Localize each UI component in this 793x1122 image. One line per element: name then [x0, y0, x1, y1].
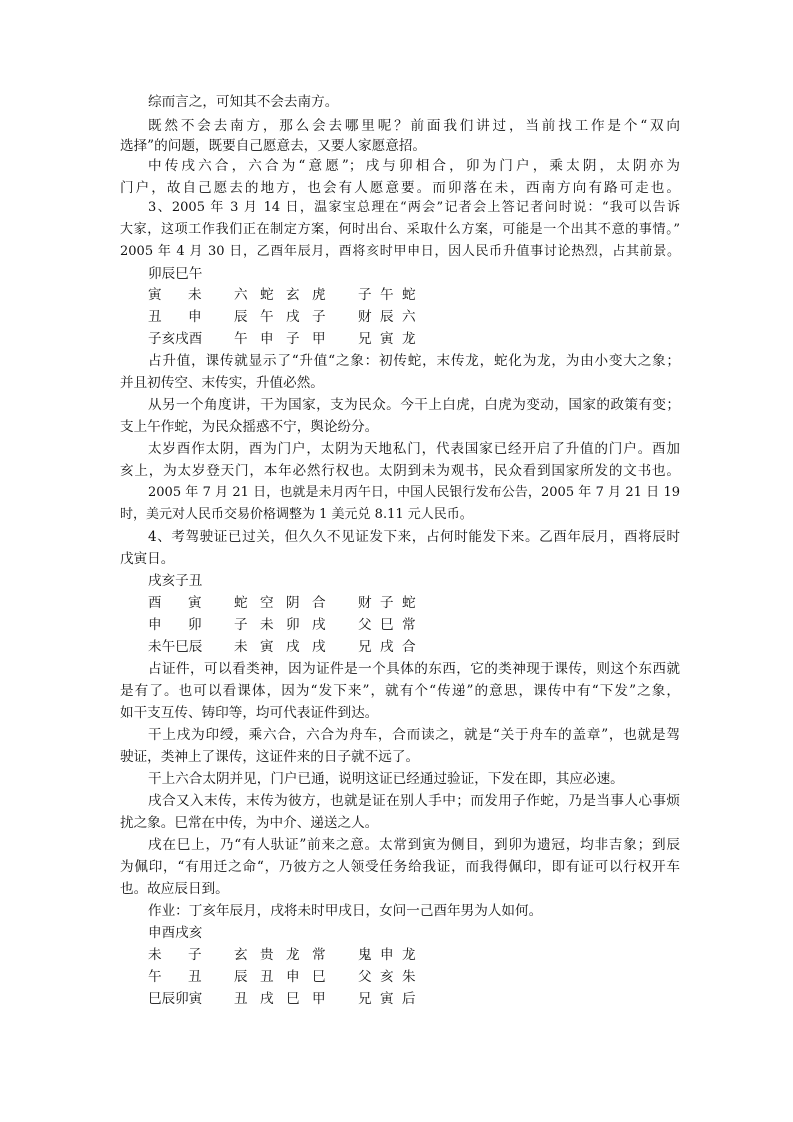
text-line: 并且初传空、末传实，升值必然。	[120, 375, 324, 391]
table-cell: 财	[358, 309, 372, 325]
table-cell: 寅	[380, 991, 394, 1007]
text-line: 太岁酉作太阴，酉为门户，太阴为天地私门，代表国家已经开启了升值的门户。酉加	[148, 441, 680, 457]
table-cell: 蛇	[402, 595, 416, 611]
table-cell: 未	[188, 287, 202, 303]
text-line: 扰之象。巳常在中传，为中介、递送之人。	[120, 815, 379, 831]
table-cell: 午	[234, 331, 248, 347]
text-line: 作业：丁亥年辰月，戌将未时甲戌日，女问一己酉年男为人如何。	[148, 903, 543, 919]
text-line: 驶证，类神上了课传，这证件来的日子就不远了。	[120, 749, 420, 765]
table-cell: 六	[402, 309, 416, 325]
table-cell: 玄	[286, 287, 300, 303]
table-cell: 父	[358, 617, 372, 633]
table-cell: 寅	[148, 287, 162, 303]
table-row	[148, 944, 448, 966]
table-cell: 鬼	[358, 947, 372, 963]
table-row	[148, 988, 448, 1010]
table-cell: 后	[402, 991, 416, 1007]
table-cell: 巳辰卯寅	[148, 991, 203, 1007]
text-line: 干上六合太阴并见，门户已通，说明这证已经通过验证，下发在即，其应必速。	[148, 771, 624, 787]
table-cell: 申	[286, 969, 300, 985]
table-cell: 巳	[312, 969, 326, 985]
table-cell: 丑	[148, 309, 162, 325]
text-line: 也。故应辰日到。	[120, 881, 229, 897]
text-line: 如干支互传、铸印等，均可代表证件到达。	[120, 705, 379, 721]
text-line: 时，美元对人民币交易价格调整为 1 美元兑 8.11 元人民币。	[120, 507, 473, 522]
table-cell: 未	[148, 947, 162, 963]
table-cell: 常	[312, 947, 326, 963]
text-line: 中传戌六合，六合为“意愿”；戌与卯相合，卯为门户，乘太阴，太阴亦为	[148, 158, 680, 174]
table-cell: 酉	[148, 595, 162, 611]
table-cell: 巳	[286, 991, 300, 1007]
table-cell: 丑	[188, 969, 202, 985]
table-cell: 兄	[358, 639, 372, 655]
table-cell: 辰	[380, 309, 394, 325]
table-cell: 空	[260, 595, 274, 611]
table-cell: 寅	[188, 595, 202, 611]
text-line: 从另一个角度讲，干为国家，支为民众。今干上白虎，白虎为变动，国家的政策有变；	[148, 397, 680, 413]
table-cell: 子亥戌酉	[148, 331, 203, 347]
text-line: 门户，故自己愿去的地方，也会有人愿意要。而卯落在未，西南方向有路可走也。	[120, 180, 680, 196]
table-cell: 午	[260, 309, 274, 325]
text-line: 卯辰巳午	[148, 266, 203, 282]
table-row	[148, 614, 448, 636]
table-cell: 龙	[286, 947, 300, 963]
text-line: 大家，这项工作我们正在制定方案，何时出台、采取什么方案，可能是一个出其不意的事情。”	[120, 222, 680, 237]
table-cell: 子	[286, 331, 300, 347]
table-cell: 辰	[234, 969, 248, 985]
text-line: 支上午作蛇，为民众摇惑不宁，舆论纷分。	[120, 419, 379, 435]
text-line: 戌合又入末传，末传为彼方，也就是证在别人手中；而发用子作蛇，乃是当事人心事烦	[148, 793, 680, 809]
table-cell: 戌	[260, 991, 274, 1007]
text-line: 2005 年 7 月 21 日，也就是未月丙午日，中国人民银行发布公告，2005 年 7 月 21 日 19	[148, 485, 680, 500]
table-cell: 巳	[380, 617, 394, 633]
table-cell: 辰	[234, 309, 248, 325]
table-row	[148, 636, 448, 658]
text-line: 申酉戌亥	[148, 925, 203, 941]
table-cell: 合	[402, 639, 416, 655]
table-cell: 朱	[402, 969, 416, 985]
table-cell: 玄	[234, 947, 248, 963]
table-cell: 戌	[312, 639, 326, 655]
table-cell: 丑	[234, 991, 248, 1007]
table-cell: 卯	[188, 617, 202, 633]
table-cell: 未午巳辰	[148, 639, 203, 655]
table-cell: 申	[148, 617, 162, 633]
table-cell: 戌	[286, 639, 300, 655]
text-line: 干上戌为印绶，乘六合，六合为舟车，合而读之，就是“关于舟车的盖章”，也就是驾	[148, 727, 680, 743]
table-row	[148, 328, 448, 350]
table-cell: 龙	[402, 947, 416, 963]
table-row	[148, 306, 448, 328]
table-cell: 申	[260, 331, 274, 347]
table-cell: 申	[380, 947, 394, 963]
text-line: 占升值，课传就显示了“升值“之象：初传蛇，末传龙，蛇化为龙，为由小变大之象；	[148, 353, 680, 369]
table-cell: 子	[234, 617, 248, 633]
table-cell: 丑	[260, 969, 274, 985]
text-line: 4、考驾驶证已过关，但久久不见证发下来，占何时能发下来。乙酉年辰月，酉将辰时	[148, 529, 680, 545]
table-cell: 兄	[358, 991, 372, 1007]
divination-table-2	[148, 592, 448, 658]
text-line: 戌在巳上，乃“有人驮证”前来之意。太常到寅为侧目，到卯为遗冠，均非吉象；到辰	[148, 837, 680, 853]
table-cell: 虎	[312, 287, 326, 303]
text-line: 综而言之，可知其不会去南方。	[148, 94, 339, 110]
table-cell: 财	[358, 595, 372, 611]
table-cell: 子	[380, 595, 394, 611]
table-row	[148, 966, 448, 988]
divination-table-1	[148, 284, 448, 350]
text-line: 亥上，为太岁登天门，本年必然行权也。太阴到未为观书，民众看到国家所发的文书也。	[120, 463, 680, 479]
table-cell: 合	[312, 595, 326, 611]
table-cell: 未	[234, 639, 248, 655]
table-cell: 亥	[380, 969, 394, 985]
divination-table-3	[148, 944, 448, 1010]
text-line: 戊寅日。	[120, 551, 175, 567]
table-row	[148, 592, 448, 614]
table-cell: 午	[148, 969, 162, 985]
text-line: 是有了。也可以看课体，因为“发下来”，就有个“传递”的意思，课传中有“下发”之象，	[120, 683, 680, 699]
table-cell: 蛇	[234, 595, 248, 611]
text-line: 选择”的问题，既要自己愿意去，又要人家愿意招。	[120, 138, 427, 154]
table-cell: 寅	[380, 331, 394, 347]
table-cell: 蛇	[402, 287, 416, 303]
table-cell: 兄	[358, 331, 372, 347]
table-cell: 六	[234, 287, 248, 303]
text-line: 戌亥子丑	[148, 573, 203, 589]
text-line: 3、2005 年 3 月 14 日，温家宝总理在“两会”记者会上答记者问时说：“我可以告诉	[148, 200, 680, 215]
table-cell: 蛇	[260, 287, 274, 303]
table-cell: 子	[312, 309, 326, 325]
table-cell: 戌	[312, 617, 326, 633]
table-cell: 甲	[312, 991, 326, 1007]
text-line: 2005 年 4 月 30 日，乙酉年辰月，酉将亥时甲申日，因人民币升值事讨论热烈，占其前景。	[120, 244, 680, 259]
table-cell: 午	[380, 287, 394, 303]
table-cell: 戌	[380, 639, 394, 655]
table-cell: 未	[260, 617, 274, 633]
table-cell: 父	[358, 969, 372, 985]
table-row	[148, 284, 448, 306]
text-line: 占证件，可以看类神，因为证件是一个具体的东西，它的类神现于课传，则这个东西就	[148, 661, 680, 677]
table-cell: 卯	[286, 617, 300, 633]
table-cell: 贵	[260, 947, 274, 963]
table-cell: 申	[188, 309, 202, 325]
table-cell: 寅	[260, 639, 274, 655]
text-line: 既然不会去南方，那么会去哪里呢？前面我们讲过，当前找工作是个“双向	[148, 118, 680, 134]
table-cell: 龙	[402, 331, 416, 347]
table-cell: 甲	[312, 331, 326, 347]
text-line: 为佩印，“有用迁之命“，乃彼方之人领受任务给我证，而我得佩印，即有证可以行权开车	[120, 859, 680, 875]
table-cell: 常	[402, 617, 416, 633]
table-cell: 戌	[286, 309, 300, 325]
table-cell: 子	[188, 947, 202, 963]
table-cell: 阴	[286, 595, 300, 611]
table-cell: 子	[358, 287, 372, 303]
